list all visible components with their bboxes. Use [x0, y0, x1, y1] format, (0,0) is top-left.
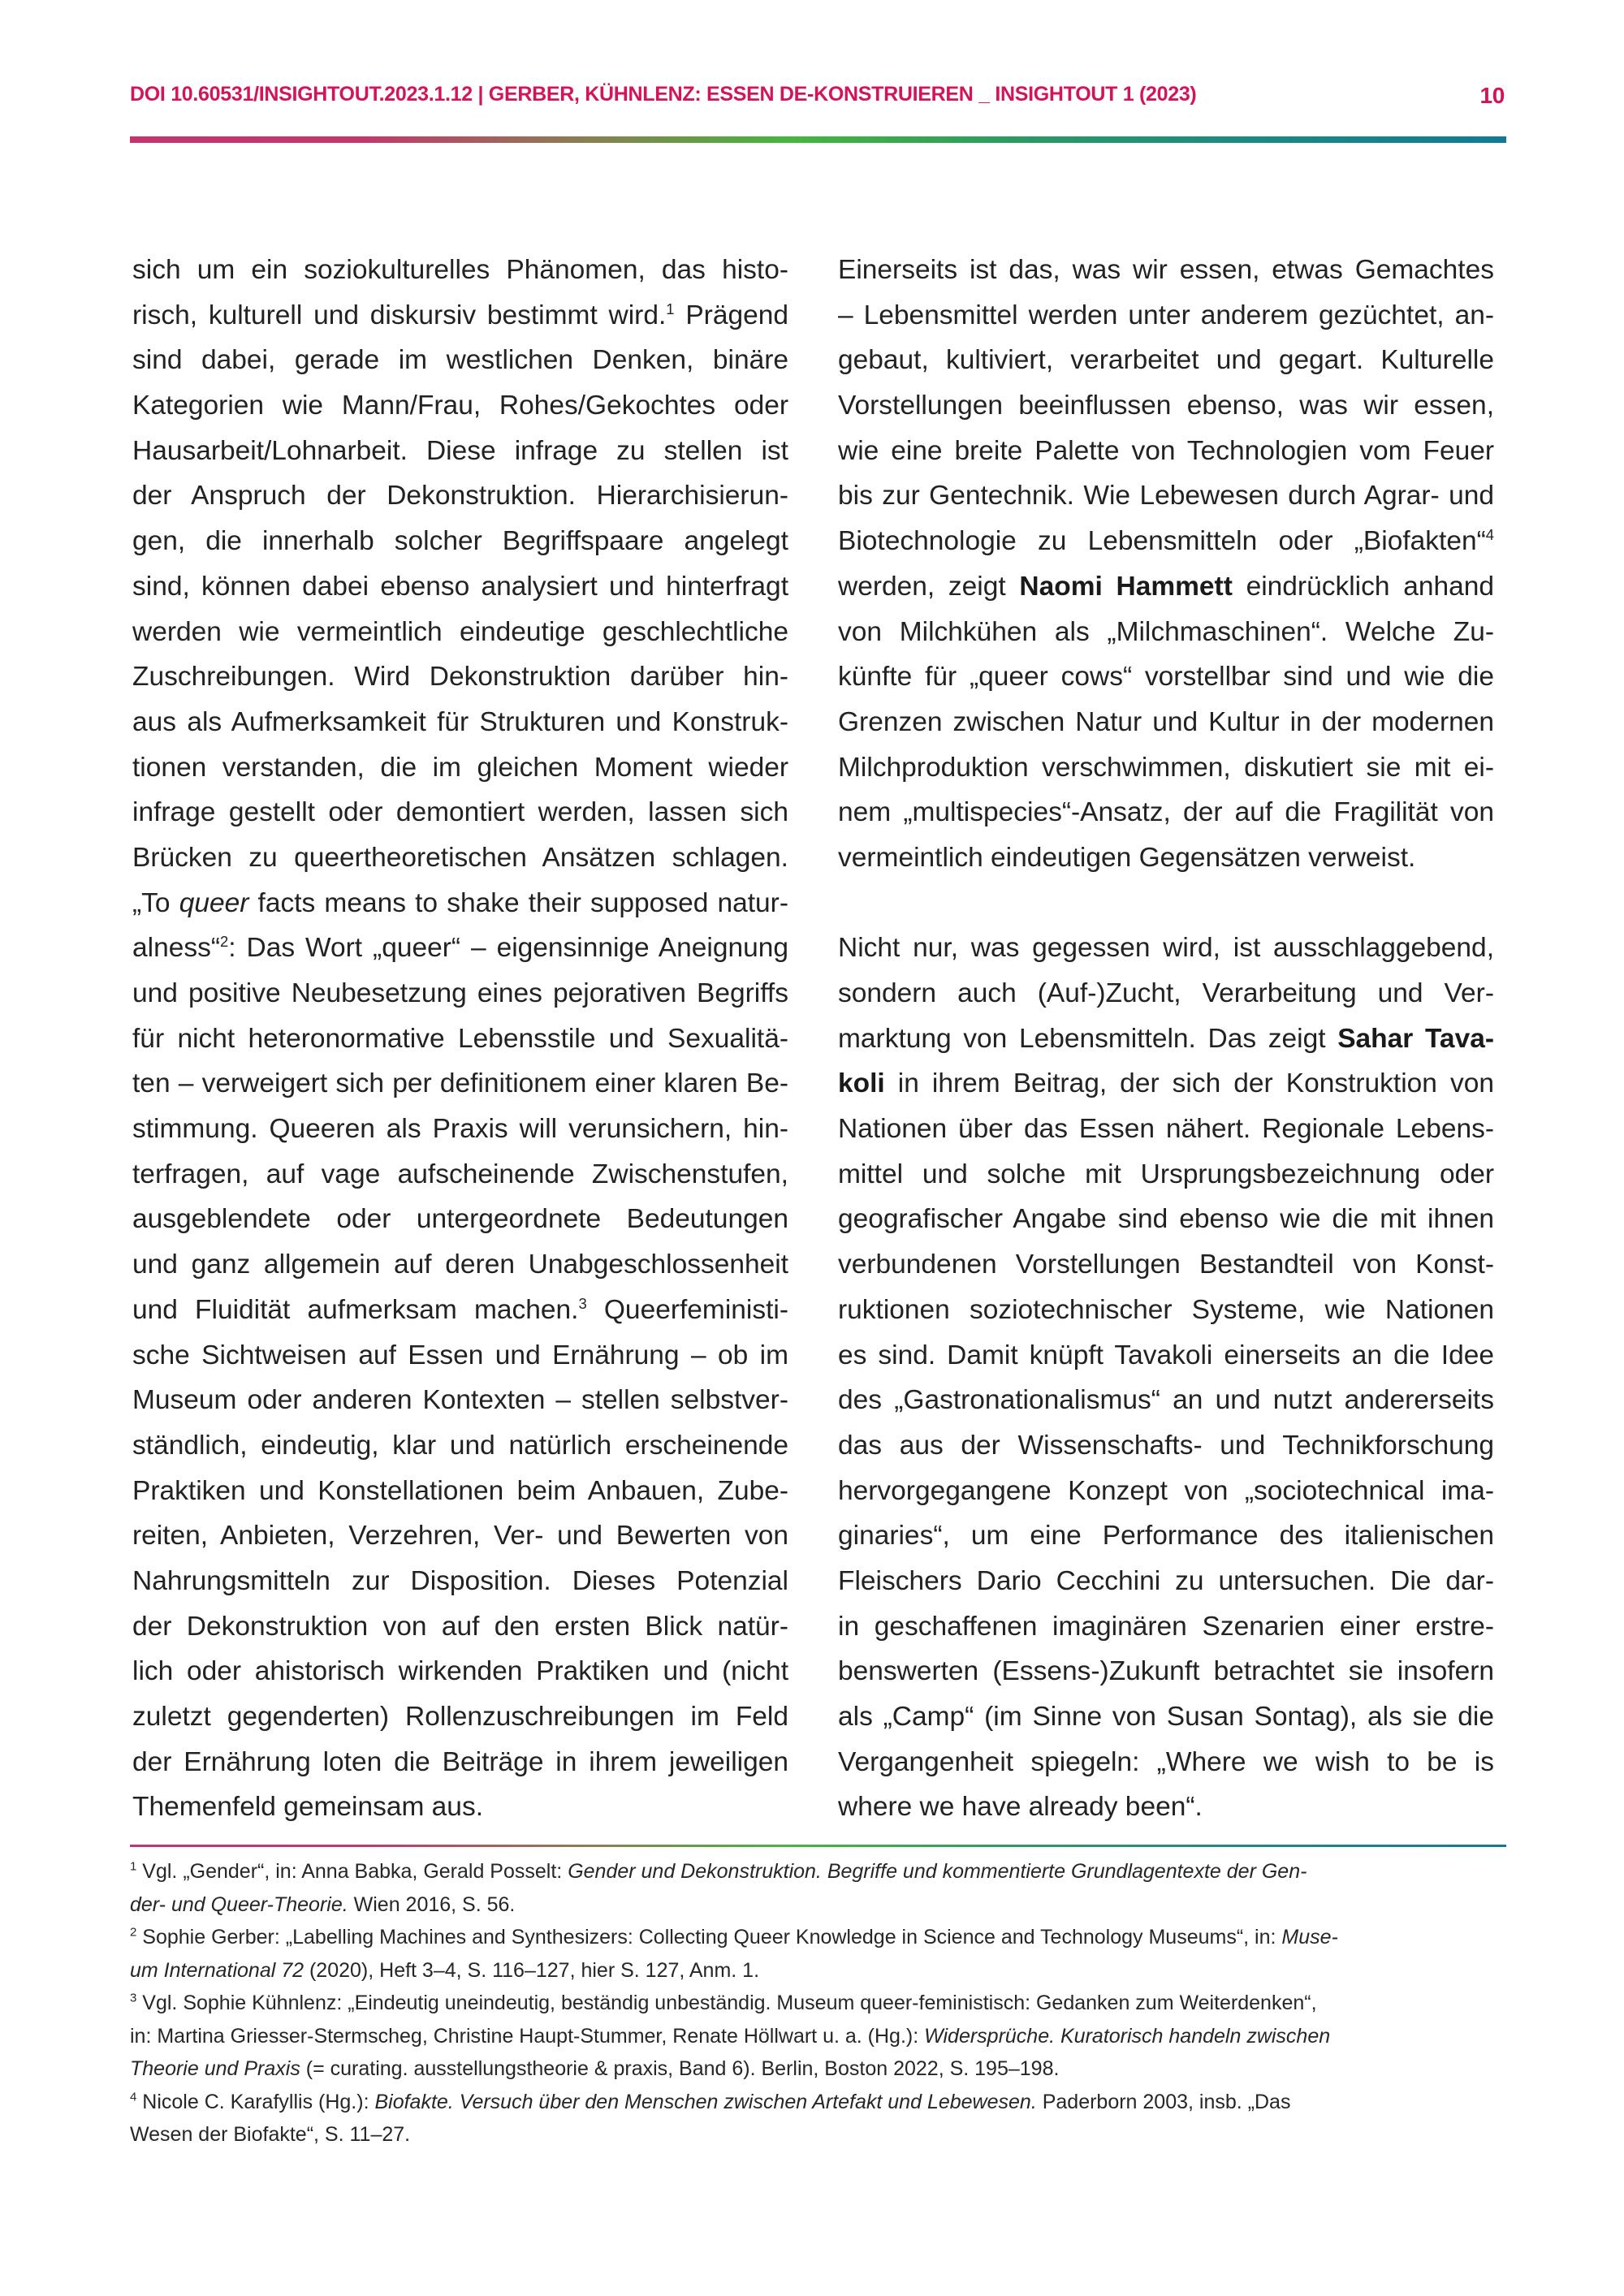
italic-text: Gender und Dekonstruktion. Begriffe und kommentierte Grundlagentexte der Gen- — [568, 1860, 1307, 1883]
text-line — [838, 1333, 1494, 1379]
footnote-line — [130, 1855, 1502, 1888]
text-run: aus als Aufmerksamkeit für Strukturen und Konstruk- — [132, 706, 788, 737]
text-line — [132, 1785, 788, 1830]
text-run: nem „multispecies“-Ansatz, der auf die Fragilität von — [838, 797, 1494, 828]
footnote-line — [130, 2052, 1502, 2086]
italic-text: der- und Queer-Theorie. — [130, 1892, 348, 1916]
text-run: für nicht heteronormative Lebensstile und Sexualitä- — [132, 1023, 788, 1054]
text-line — [838, 971, 1494, 1016]
footnote-line — [130, 2086, 1502, 2119]
text-line — [132, 790, 788, 835]
text-line — [838, 1288, 1494, 1333]
text-run: alness“ — [132, 933, 220, 964]
text-line — [132, 745, 788, 791]
text-run: Vgl. Sophie Kühnlenz: „Eindeutig uneindeutig, beständig unbeständig. Museum queer-feministisch: Gedanken zum Weiterdenken“, — [136, 1992, 1317, 2014]
text-line — [132, 338, 788, 383]
text-line — [132, 1513, 788, 1559]
text-line — [132, 1649, 788, 1694]
text-line — [838, 248, 1494, 293]
text-line — [838, 1378, 1494, 1423]
author-name: koli — [838, 1068, 885, 1099]
text-line — [838, 745, 1494, 791]
text-run: (= curating. ausstellungstheorie & praxis, Band 6). Berlin, Boston 2022, S. 195–198. — [300, 2057, 1060, 2080]
text-line — [838, 790, 1494, 835]
text-line — [132, 881, 788, 926]
text-run: ausgeblendete oder untergeordnete Bedeutungen — [132, 1204, 788, 1235]
text-line — [132, 1152, 788, 1198]
author-name: Naomi Hammett — [1019, 571, 1233, 602]
text-line — [838, 429, 1494, 474]
text-line — [838, 1423, 1494, 1469]
header-gradient-rule — [130, 136, 1506, 143]
text-run: ten – verweigert sich per definitionem einer klaren Be- — [132, 1068, 788, 1099]
text-run: Prägend — [674, 300, 788, 330]
text-line — [838, 610, 1494, 655]
text-run: Biotechnologie zu Lebensmitteln oder „Biofakten“ — [838, 526, 1486, 557]
text-run: es sind. Damit knüpft Tavakoli einerseits an die Idee — [838, 1340, 1494, 1370]
text-run: sondern auch (Auf-)Zucht, Verarbeitung und Ver- — [838, 978, 1494, 1008]
text-run: Brücken zu queertheoretischen Ansätzen schlagen. — [132, 842, 788, 873]
text-run: der Anspruch der Dekonstruktion. Hierarchisierun- — [132, 481, 788, 511]
text-line — [132, 835, 788, 881]
text-run: Fleischers Dario Cecchini zu untersuchen. Die dar- — [838, 1565, 1494, 1596]
text-run: ruktionen soziotechnischer Systeme, wie Nationen — [838, 1294, 1494, 1325]
text-line — [838, 338, 1494, 383]
text-run: : Das Wort „queer“ – eigensinnige Aneignung — [228, 933, 788, 964]
text-line — [132, 1604, 788, 1650]
footnote-reference[interactable]: 1 — [666, 300, 675, 317]
text-run: zuletzt gegenderten) Rollenzuschreibungen im Feld — [132, 1702, 788, 1732]
text-line — [838, 1152, 1494, 1198]
text-run: vermeintlich eindeutigen Gegensätzen verweist. — [838, 842, 1416, 873]
text-run: in ihrem Beitrag, der sich der Konstruktion von — [884, 1068, 1494, 1099]
text-run: hervorgegangene Konzept von „sociotechnical ima- — [838, 1475, 1494, 1506]
text-line — [132, 971, 788, 1016]
text-run: als „Camp“ (im Sinne von Susan Sontag), als sie die — [838, 1702, 1494, 1732]
text-line — [132, 429, 788, 474]
text-run: risch, kulturell und diskursiv bestimmt wird. — [132, 300, 667, 330]
text-line — [132, 248, 788, 293]
text-line — [838, 1016, 1494, 1062]
text-line — [132, 700, 788, 745]
body-column-right — [838, 248, 1494, 1830]
footnote-reference[interactable]: 3 — [578, 1294, 587, 1312]
text-run: Wesen der Biofakte“, S. 11–27. — [130, 2123, 411, 2146]
text-line — [838, 1197, 1494, 1242]
text-run: der Ernährung loten die Beiträge in ihrem jeweiligen — [132, 1746, 788, 1777]
italic-text: Theorie und Praxis — [130, 2057, 300, 2080]
text-line — [132, 1242, 788, 1288]
text-run: sind, können dabei ebenso analysiert und hinterfragt — [132, 571, 788, 602]
text-line — [838, 1107, 1494, 1152]
text-run: stimmung. Queeren als Praxis will verunsichern, hin- — [132, 1114, 788, 1145]
text-run: des „Gastronationalismus“ an und nutzt andererseits — [838, 1385, 1494, 1416]
text-line — [838, 1694, 1494, 1740]
text-line — [132, 519, 788, 564]
text-line — [132, 1288, 788, 1333]
text-run: terfragen, auf vage aufscheinende Zwischenstufen, — [132, 1159, 788, 1189]
text-line — [132, 383, 788, 429]
text-run: Grenzen zwischen Natur und Kultur in der modernen — [838, 706, 1494, 737]
text-run: tionen verstanden, die im gleichen Moment wieder — [132, 752, 788, 783]
footnote-line — [130, 1987, 1502, 2020]
text-run: Milchproduktion verschwimmen, diskutiert sie mit ei- — [838, 752, 1494, 783]
text-run: in geschaffenen imaginären Szenarien einer erstre- — [838, 1611, 1494, 1642]
text-run: verbundenen Vorstellungen Bestandteil von Konst- — [838, 1249, 1494, 1280]
text-run: Themenfeld gemeinsam aus. — [132, 1792, 483, 1823]
text-line — [838, 700, 1494, 745]
text-line — [132, 1378, 788, 1423]
text-line — [132, 1559, 788, 1604]
text-run: Praktiken und Konstellationen beim Anbauen, Zube- — [132, 1475, 788, 1506]
text-run: eindrücklich anhand — [1232, 571, 1494, 602]
text-line — [838, 1649, 1494, 1694]
text-run: wie eine breite Palette von Technologien vom Feuer — [838, 435, 1494, 466]
text-line — [132, 1333, 788, 1379]
running-head-citation: DOI 10.60531/INSIGHTOUT.2023.1.12 | GERBER, KÜHNLENZ: ESSEN DE-KONSTRUIEREN _ INSIGHTOUT 1 (2023) — [130, 83, 1197, 106]
italic-text: um International 72 — [130, 1958, 304, 1982]
text-line — [838, 1604, 1494, 1650]
text-line — [838, 926, 1494, 971]
text-line — [838, 1513, 1494, 1559]
text-line — [838, 519, 1494, 564]
text-line — [132, 1469, 788, 1514]
text-run: der Dekonstruktion von auf den ersten Blick natür- — [132, 1611, 788, 1642]
text-line — [132, 1740, 788, 1785]
text-line — [132, 564, 788, 610]
text-line — [132, 1197, 788, 1242]
text-run: Kategorien wie Mann/Frau, Rohes/Gekochtes oder — [132, 391, 788, 421]
text-run: das aus der Wissenschafts- und Technikforschung — [838, 1430, 1494, 1461]
text-line — [132, 926, 788, 971]
text-run: Nahrungsmitteln zur Disposition. Dieses Potenzial — [132, 1565, 788, 1596]
text-line — [838, 293, 1494, 339]
text-line — [838, 835, 1494, 881]
text-line — [838, 473, 1494, 519]
text-run: von Milchkühen als „Milchmaschinen“. Welche Zu- — [838, 616, 1494, 647]
body-column-left — [132, 248, 788, 1830]
text-run: sche Sichtweisen auf Essen und Ernährung – ob im — [132, 1340, 788, 1370]
footnote-line — [130, 1954, 1502, 1987]
text-run: Hausarbeit/Lohnarbeit. Diese infrage zu stellen ist — [132, 435, 788, 466]
footnotes — [130, 1855, 1502, 2151]
text-line — [838, 1740, 1494, 1785]
text-run: und Fluidität aufmerksam machen. — [132, 1294, 579, 1325]
text-line — [132, 1016, 788, 1062]
text-run: Nationen über das Essen nähert. Regionale Lebens- — [838, 1114, 1494, 1145]
text-run: gebaut, kultiviert, verarbeitet und gegart. Kulturelle — [838, 345, 1494, 376]
text-run: reiten, Anbieten, Verzehren, Ver- und Bewerten von — [132, 1521, 788, 1552]
text-line — [132, 654, 788, 700]
text-run: lich oder ahistorisch wirkenden Praktiken und (nicht — [132, 1656, 788, 1687]
text-line — [132, 1423, 788, 1469]
text-run: Vergangenheit spiegeln: „Where we wish to be is — [838, 1746, 1494, 1777]
text-line — [132, 1107, 788, 1152]
running-head — [130, 83, 1506, 115]
text-run: Nicole C. Karafyllis (Hg.): — [136, 2090, 375, 2113]
text-run: Queerfeministi- — [586, 1294, 789, 1325]
text-run: marktung von Lebensmitteln. Das zeigt — [838, 1023, 1338, 1054]
text-run: – Lebensmittel werden unter anderem gezüchtet, an- — [838, 300, 1494, 330]
text-run: künfte für „queer cows“ vorstellbar sind und wie die — [838, 662, 1494, 693]
text-run: bis zur Gentechnik. Wie Lebewesen durch Agrar- und — [838, 481, 1494, 511]
footnote-line — [130, 2020, 1502, 2053]
footnote-line — [130, 1888, 1502, 1922]
text-run: Vgl. „Gender“, in: Anna Babka, Gerald Posselt: — [136, 1860, 568, 1883]
text-run: Vorstellungen beeinflussen ebenso, was wir essen, — [838, 391, 1494, 421]
text-run: Museum oder anderen Kontexten – stellen selbstver- — [132, 1385, 788, 1416]
text-run: und ganz allgemein auf deren Unabgeschlossenheit — [132, 1249, 788, 1280]
italic-text: Widersprüche. Kuratorisch handeln zwischen — [924, 2024, 1331, 2048]
text-run: gen, die innerhalb solcher Begriffspaare angelegt — [132, 526, 788, 557]
footnote-reference[interactable]: 4 — [1485, 525, 1494, 543]
author-name: Sahar Tava- — [1337, 1023, 1494, 1054]
text-run: Nicht nur, was gegessen wird, ist ausschlaggebend, — [838, 933, 1494, 964]
text-line — [132, 610, 788, 655]
text-run: Sophie Gerber: „Labelling Machines and Synthesizers: Collecting Queer Knowledge in Science and Technology Museums“, in: — [136, 1926, 1282, 1949]
text-run: in: Martina Griesser-Stermscheg, Christine Haupt-Stummer, Renate Höllwart u. a. (Hg.): — [130, 2024, 925, 2048]
text-line — [132, 293, 788, 339]
text-line — [838, 1785, 1494, 1830]
text-run: sich um ein soziokulturelles Phänomen, das histo- — [132, 255, 788, 285]
text-run: Einerseits ist das, was wir essen, etwas Gemachtes — [838, 255, 1494, 285]
text-line — [838, 654, 1494, 700]
text-run: werden, zeigt — [838, 571, 1020, 602]
text-line — [132, 1061, 788, 1107]
italic-text: queer — [179, 887, 249, 918]
footnote-reference[interactable]: 2 — [130, 1925, 137, 1940]
text-run: benswerten (Essens-)Zukunft betrachtet sie insofern — [838, 1656, 1494, 1687]
footnote-line — [130, 2118, 1502, 2151]
text-run: (2020), Heft 3–4, S. 116–127, hier S. 127, Anm. 1. — [304, 1958, 760, 1982]
text-line — [132, 473, 788, 519]
text-run: ginaries“, um eine Performance des italienischen — [838, 1521, 1494, 1552]
text-line — [838, 1061, 1494, 1107]
page-number: 10 — [1479, 83, 1505, 108]
text-line — [838, 564, 1494, 610]
text-run: ständlich, eindeutig, klar und natürlich erscheinende — [132, 1430, 788, 1461]
italic-text: Biofakte. Versuch über den Menschen zwischen Artefakt und Lebewesen. — [374, 2090, 1037, 2113]
text-run: geografischer Angabe sind ebenso wie die mit ihnen — [838, 1204, 1494, 1235]
text-run: Wien 2016, S. 56. — [348, 1892, 516, 1916]
footnote-reference[interactable]: 3 — [130, 1991, 137, 2005]
text-line — [838, 881, 1494, 926]
text-run: und positive Neubesetzung eines pejorativen Begriffs — [132, 978, 788, 1008]
text-run: facts means to shake their supposed natur- — [248, 887, 788, 918]
footnote-reference[interactable]: 1 — [130, 1859, 137, 1874]
text-run: Zuschreibungen. Wird Dekonstruktion darüber hin- — [132, 662, 788, 693]
text-run: mittel und solche mit Ursprungsbezeichnung oder — [838, 1159, 1494, 1189]
text-line — [838, 1559, 1494, 1604]
text-run: sind dabei, gerade im westlichen Denken, binäre — [132, 345, 788, 376]
footnote-reference[interactable]: 2 — [220, 933, 229, 951]
text-run: Paderborn 2003, insb. „Das — [1036, 2090, 1291, 2113]
text-run: werden wie vermeintlich eindeutige geschlechtliche — [132, 616, 788, 647]
footnote-line — [130, 1921, 1502, 1954]
text-run: infrage gestellt oder demontiert werden, lassen sich — [132, 797, 788, 828]
text-line — [838, 1242, 1494, 1288]
text-run: where we have already been“. — [838, 1792, 1203, 1823]
text-line — [132, 1694, 788, 1740]
footnote-gradient-rule — [130, 1845, 1506, 1847]
text-line — [838, 1469, 1494, 1514]
italic-text: Muse- — [1281, 1926, 1338, 1949]
text-run: „To — [132, 887, 179, 918]
text-line — [838, 383, 1494, 429]
footnote-reference[interactable]: 4 — [130, 2090, 137, 2104]
